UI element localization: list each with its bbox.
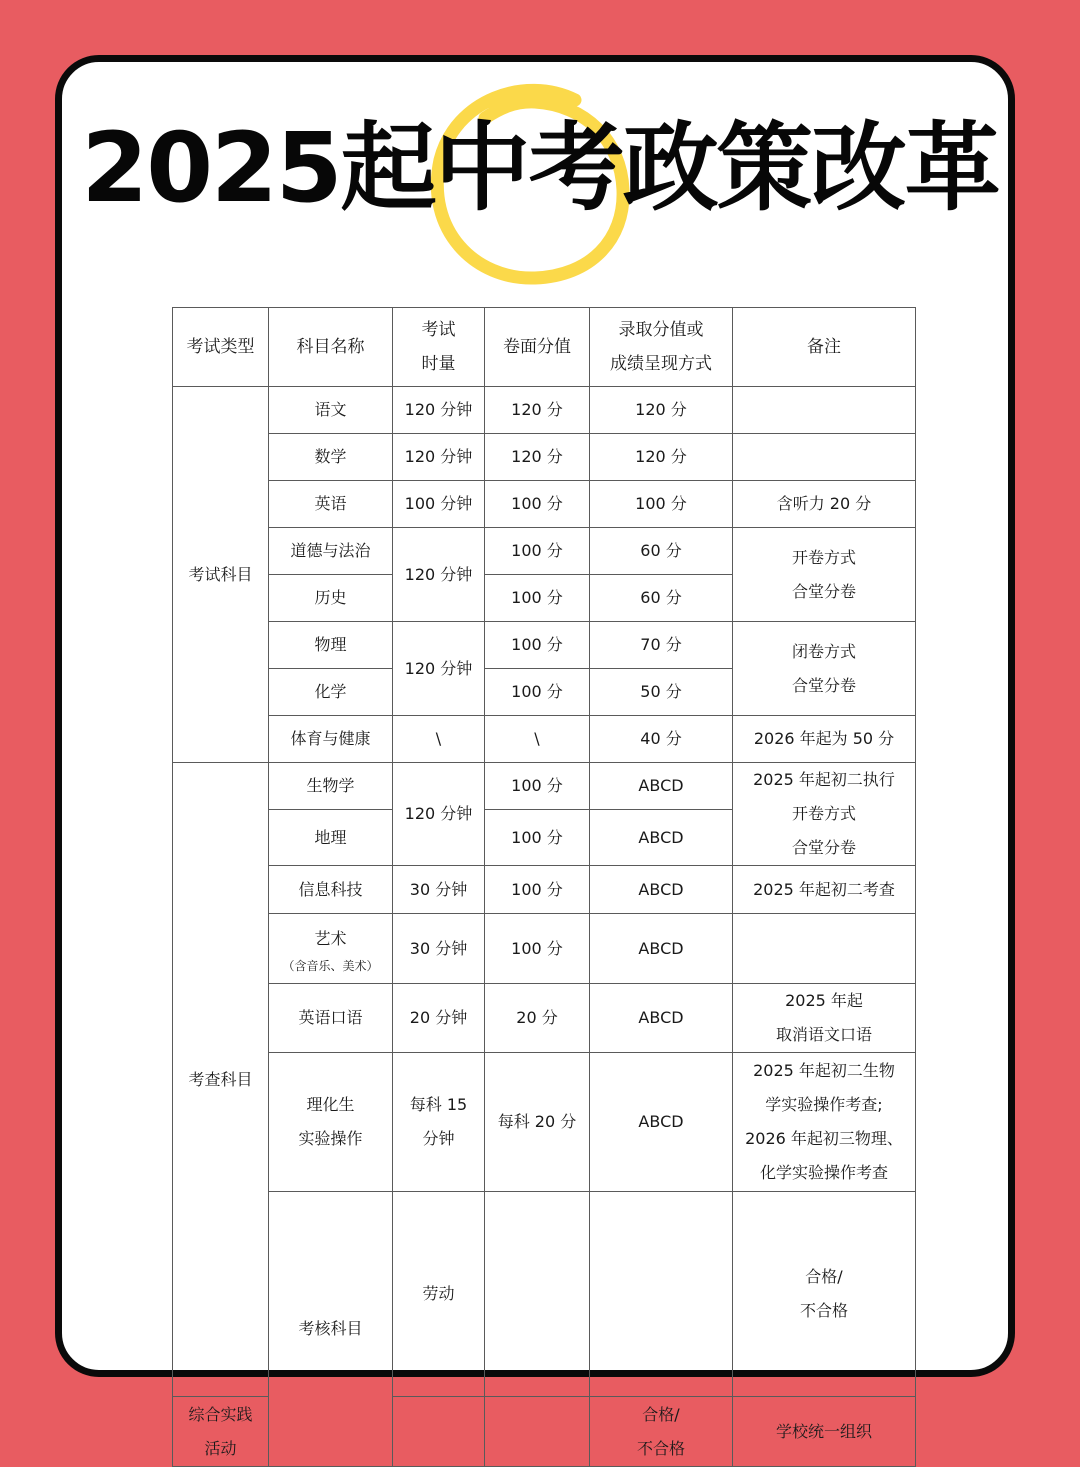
cell-note (733, 528, 916, 622)
cell-admission: ABCD (590, 810, 733, 866)
cell-duration: 120 分钟 (393, 528, 485, 622)
subject-line: 理化生 (306, 1095, 355, 1114)
cell-note (733, 763, 916, 866)
note-line: 合堂分卷 (791, 581, 856, 601)
cell-subject: 生物学 (269, 763, 393, 810)
subject-line: 实验操作 (298, 1129, 363, 1148)
note-line: 2025 年起初二执行 (753, 770, 895, 789)
cell-paper: 100 分 (485, 810, 590, 866)
note-line: 闭卷方式 (791, 641, 856, 661)
cell-duration: 120 分钟 (393, 387, 485, 434)
cell-paper: 100 分 (485, 669, 590, 716)
cell-admission: 60 分 (590, 528, 733, 575)
table-row (173, 984, 916, 1053)
duration-line: 每科 15 (409, 1095, 468, 1114)
table-row (173, 387, 916, 434)
cell-admission: ABCD (590, 914, 733, 984)
cell-paper (485, 1397, 590, 1467)
table-header-row (173, 308, 916, 387)
subject-line: 综合实践 (188, 1404, 253, 1424)
cell-subject: 劳动 (393, 1192, 485, 1397)
header-admission-line2: 成绩呈现方式 (610, 354, 712, 374)
note-line: 开卷方式 (791, 804, 856, 823)
cell-duration: 120 分钟 (393, 622, 485, 716)
cell-note: 2026 年起为 50 分 (733, 716, 916, 763)
table-row (173, 434, 916, 481)
group-check: 考查科目 (173, 763, 269, 1397)
duration-line: 分钟 (422, 1129, 455, 1148)
cell-note (733, 434, 916, 481)
note-line: 化学实验操作考查 (759, 1163, 888, 1182)
note-line: 2025 年起初二生物 (753, 1061, 895, 1080)
admission-line: 合格/ (805, 1267, 843, 1286)
policy-table (172, 307, 916, 1467)
admission-line: 合格/ (642, 1404, 680, 1424)
cell-paper: 100 分 (485, 622, 590, 669)
cell-admission (590, 1397, 733, 1467)
cell-admission: ABCD (590, 1053, 733, 1192)
cell-duration: \ (393, 716, 485, 763)
table-row (173, 481, 916, 528)
table-row (173, 763, 916, 810)
cell-note (733, 914, 916, 984)
cell-subject: 历史 (269, 575, 393, 622)
header-duration (393, 308, 485, 387)
header-subject: 科目名称 (269, 308, 393, 387)
header-admission (590, 308, 733, 387)
cell-subject (173, 1397, 269, 1467)
cell-subject: 英语口语 (269, 984, 393, 1053)
cell-subject: 物理 (269, 622, 393, 669)
cell-duration: 120 分钟 (393, 763, 485, 866)
subject-line: 活动 (204, 1438, 237, 1458)
cell-admission: ABCD (590, 866, 733, 914)
group-exam: 考试科目 (173, 387, 269, 763)
cell-paper: 120 分 (485, 387, 590, 434)
cell-note: 学校统一组织 (733, 1397, 916, 1467)
cell-subject: 信息科技 (269, 866, 393, 914)
note-line: 取消语文口语 (775, 1025, 872, 1044)
cell-note (733, 622, 916, 716)
cell-paper: 120 分 (485, 434, 590, 481)
subject-subtitle: （含音乐、美术） (282, 958, 379, 973)
table-row (173, 1053, 916, 1192)
cell-admission: 40 分 (590, 716, 733, 763)
cell-paper: 100 分 (485, 866, 590, 914)
table-row (173, 622, 916, 669)
cell-admission: 120 分 (590, 434, 733, 481)
cell-subject: 体育与健康 (269, 716, 393, 763)
cell-paper: 20 分 (485, 984, 590, 1053)
cell-subject (269, 1053, 393, 1192)
cell-admission: 120 分 (590, 387, 733, 434)
cell-note: 2025 年起初二考查 (733, 866, 916, 914)
header-duration-line1: 考试 (421, 320, 456, 340)
header-duration-line2: 时量 (421, 354, 456, 374)
cell-subject: 语文 (269, 387, 393, 434)
header-paper-score: 卷面分值 (485, 308, 590, 387)
cell-subject: 道德与法治 (269, 528, 393, 575)
table-row (173, 716, 916, 763)
note-line: 合堂分卷 (791, 838, 856, 857)
table-row (173, 1192, 916, 1397)
cell-note (733, 1053, 916, 1192)
cell-duration: 30 分钟 (393, 866, 485, 914)
cell-paper: 100 分 (485, 481, 590, 528)
cell-admission: ABCD (590, 763, 733, 810)
cell-subject (269, 914, 393, 984)
cell-duration (393, 1397, 485, 1467)
note-line: 合堂分卷 (791, 675, 856, 695)
cell-subject: 化学 (269, 669, 393, 716)
subject-name: 艺术 (314, 928, 347, 948)
cell-duration: 20 分钟 (393, 984, 485, 1053)
cell-admission: 60 分 (590, 575, 733, 622)
cell-note (733, 387, 916, 434)
cell-duration (485, 1192, 590, 1397)
table-row (173, 866, 916, 914)
header-notes: 备注 (733, 308, 916, 387)
cell-admission: 100 分 (590, 481, 733, 528)
header-type: 考试类型 (173, 308, 269, 387)
note-line: 开卷方式 (791, 547, 856, 567)
note-line: 2026 年起初三物理、 (745, 1129, 903, 1148)
cell-admission: 70 分 (590, 622, 733, 669)
cell-paper: 100 分 (485, 914, 590, 984)
header-admission-line1: 录取分值或 (618, 320, 704, 340)
cell-paper (590, 1192, 733, 1397)
table-row (173, 528, 916, 575)
page-title: 2025起中考政策改革 (81, 112, 999, 224)
cell-admission: 50 分 (590, 669, 733, 716)
cell-subject: 英语 (269, 481, 393, 528)
cell-paper: 每科 20 分 (485, 1053, 590, 1192)
group-assess: 考核科目 (269, 1192, 393, 1467)
table-row (173, 914, 916, 984)
cell-duration: 30 分钟 (393, 914, 485, 984)
cell-paper: \ (485, 716, 590, 763)
cell-duration (393, 1053, 485, 1192)
admission-line: 不合格 (636, 1438, 685, 1458)
cell-subject: 地理 (269, 810, 393, 866)
cell-note (733, 984, 916, 1053)
cell-paper: 100 分 (485, 528, 590, 575)
cell-subject: 数学 (269, 434, 393, 481)
cell-duration: 100 分钟 (393, 481, 485, 528)
cell-duration: 120 分钟 (393, 434, 485, 481)
cell-paper: 100 分 (485, 763, 590, 810)
cell-admission: ABCD (590, 984, 733, 1053)
admission-line: 不合格 (799, 1301, 848, 1320)
note-line: 学实验操作考查; (765, 1095, 883, 1114)
cell-note: 含听力 20 分 (733, 481, 916, 528)
cell-admission (733, 1192, 916, 1397)
note-line: 2025 年起 (785, 991, 863, 1010)
cell-paper: 100 分 (485, 575, 590, 622)
